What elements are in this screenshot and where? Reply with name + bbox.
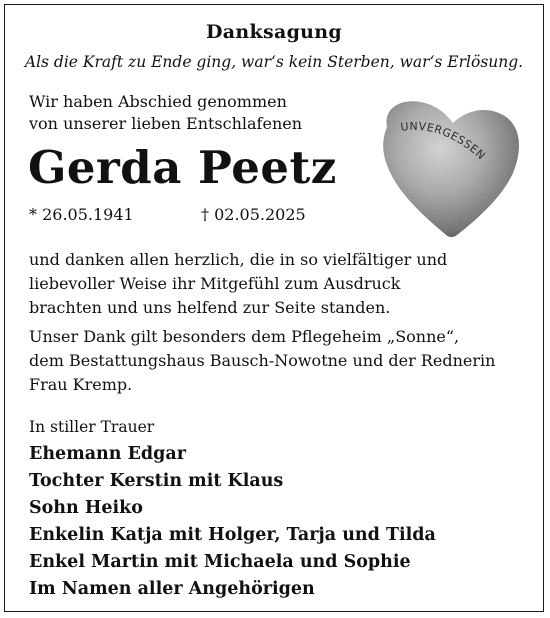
deceased-name: Gerda Peetz — [28, 141, 337, 194]
obituary-notice — [4, 4, 544, 612]
special-thanks-paragraph — [29, 325, 495, 397]
paragraph-line: Frau Kremp. — [29, 375, 133, 394]
intro-text — [29, 91, 302, 135]
mourner-entry: Sohn Heiko — [29, 498, 143, 518]
mourner-entry: Ehemann Edgar — [29, 444, 186, 464]
motto-quote: Als die Kraft zu Ende ging, war‘s kein Sterben, war‘s Erlösung. — [24, 53, 524, 71]
paragraph-line: Unser Dank gilt besonders dem Pflegeheim „Sonne“, — [29, 327, 460, 346]
death-date: † 02.05.2025 — [201, 205, 306, 224]
intro-line: Wir haben Abschied genommen — [29, 92, 287, 111]
mourner-entry: Enkel Martin mit Michaela und Sophie — [29, 552, 411, 572]
life-dates — [29, 205, 306, 224]
paragraph-line: dem Bestattungshaus Bausch-Nowotne und der Rednerin — [29, 351, 496, 370]
mourners-list — [29, 441, 436, 603]
mourner-entry: Tochter Kerstin mit Klaus — [29, 471, 284, 491]
mourner-entry: Im Namen aller Angehörigen — [29, 579, 315, 599]
thanks-paragraph — [29, 248, 447, 320]
paragraph-line: und danken allen herzlich, die in so vielfältiger und — [29, 250, 448, 269]
heart-stone-image — [373, 93, 525, 241]
mourner-entry: Enkelin Katja mit Holger, Tarja und Tilda — [29, 525, 436, 545]
notice-title: Danksagung — [206, 21, 342, 43]
birth-date: * 26.05.1941 — [29, 205, 134, 224]
paragraph-line: brachten und uns helfend zur Seite standen. — [29, 298, 391, 317]
intro-line: von unserer lieben Entschlafenen — [29, 114, 303, 133]
heart-stone-label: UNVERGESSEN — [399, 119, 488, 163]
mourning-intro: In stiller Trauer — [29, 418, 155, 436]
paragraph-line: liebevoller Weise ihr Mitgefühl zum Ausdruck — [29, 274, 401, 293]
